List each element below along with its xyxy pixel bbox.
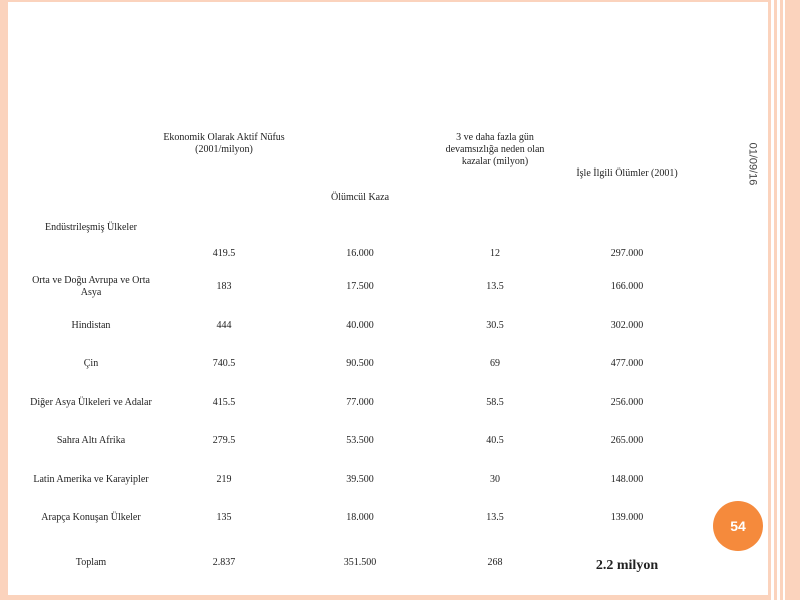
row-deaths: 302.000 — [610, 319, 644, 331]
row-population: 183 — [216, 281, 232, 293]
header-region — [24, 124, 158, 216]
row-region: Endüstrileşmiş Ülkeler — [45, 222, 137, 233]
table-row — [24, 216, 694, 268]
header-absence-accidents: 3 ve daha fazla gün devamsızlığa neden olan kazalar (milyon) — [445, 132, 545, 167]
row-region: Sahra Altı Afrika — [56, 435, 126, 447]
table-row — [24, 307, 694, 346]
row-population: 444 — [216, 319, 232, 331]
row-deaths: 166.000 — [610, 281, 644, 293]
table-total-row — [24, 538, 694, 588]
table-row — [24, 268, 694, 307]
row-region: Orta ve Doğu Avrupa ve Orta Asya — [32, 275, 150, 299]
row-absence: 12 — [490, 248, 500, 259]
page-number-text: 54 — [730, 518, 746, 534]
page-number-badge — [713, 501, 763, 551]
table-row — [24, 499, 694, 538]
header-active-population: Ekonomik Olarak Aktif Nüfus (2001/milyon) — [163, 132, 285, 155]
header-work-deaths: İşle İlgili Ölümler (2001) — [576, 168, 678, 179]
row-deaths: 477.000 — [610, 358, 644, 370]
header-fatal-accidents: Ölümcül Kaza — [330, 192, 390, 203]
row-population: 135 — [216, 512, 232, 524]
row-absence: 40.5 — [486, 435, 504, 447]
row-fatal: 77.000 — [346, 396, 374, 408]
slide-date — [740, 132, 764, 196]
row-absence: 30 — [490, 473, 500, 485]
frame-bottom-border — [0, 595, 800, 600]
row-absence: 69 — [490, 358, 500, 370]
table-row — [24, 345, 694, 384]
row-population: 219 — [216, 473, 232, 485]
row-fatal: 17.500 — [346, 281, 374, 293]
row-fatal: 18.000 — [346, 512, 374, 524]
row-absence: 58.5 — [486, 396, 504, 408]
total-population: 2.837 — [212, 556, 236, 568]
row-region: Arapça Konuşan Ülkeler — [41, 512, 141, 524]
row-deaths: 256.000 — [610, 396, 644, 408]
frame-right-border — [785, 0, 800, 600]
statistics-table — [24, 124, 694, 588]
row-deaths: 148.000 — [610, 473, 644, 485]
row-absence: 30.5 — [486, 319, 504, 331]
row-absence: 13.5 — [486, 281, 504, 293]
row-region: Hindistan — [71, 319, 111, 331]
table-row — [24, 384, 694, 423]
row-region: Diğer Asya Ülkeleri ve Adalar — [30, 396, 152, 408]
row-fatal: 53.500 — [346, 435, 374, 447]
total-absence: 268 — [487, 556, 503, 568]
frame-top-border — [0, 0, 800, 2]
row-fatal: 16.000 — [346, 248, 374, 259]
row-absence: 13.5 — [486, 512, 504, 524]
row-deaths: 297.000 — [610, 248, 644, 259]
row-deaths: 265.000 — [610, 435, 644, 447]
row-population: 279.5 — [212, 435, 236, 447]
row-population: 415.5 — [212, 396, 236, 408]
row-fatal: 39.500 — [346, 473, 374, 485]
table-row — [24, 461, 694, 500]
row-fatal: 40.000 — [346, 319, 374, 331]
table-header-row — [24, 124, 694, 216]
row-fatal: 90.500 — [346, 358, 374, 370]
frame-left-border — [0, 0, 8, 600]
slide-date-text: 01/09/16 — [746, 142, 759, 186]
row-deaths: 139.000 — [610, 512, 644, 524]
row-population: 419.5 — [212, 248, 236, 259]
total-deaths: 2.2 milyon — [595, 557, 659, 573]
total-fatal: 351.500 — [343, 556, 377, 568]
row-region: Çin — [83, 358, 99, 370]
row-population: 740.5 — [212, 358, 236, 370]
row-region: Latin Amerika ve Karayipler — [33, 473, 149, 485]
table-row — [24, 422, 694, 461]
total-label: Toplam — [75, 556, 107, 568]
